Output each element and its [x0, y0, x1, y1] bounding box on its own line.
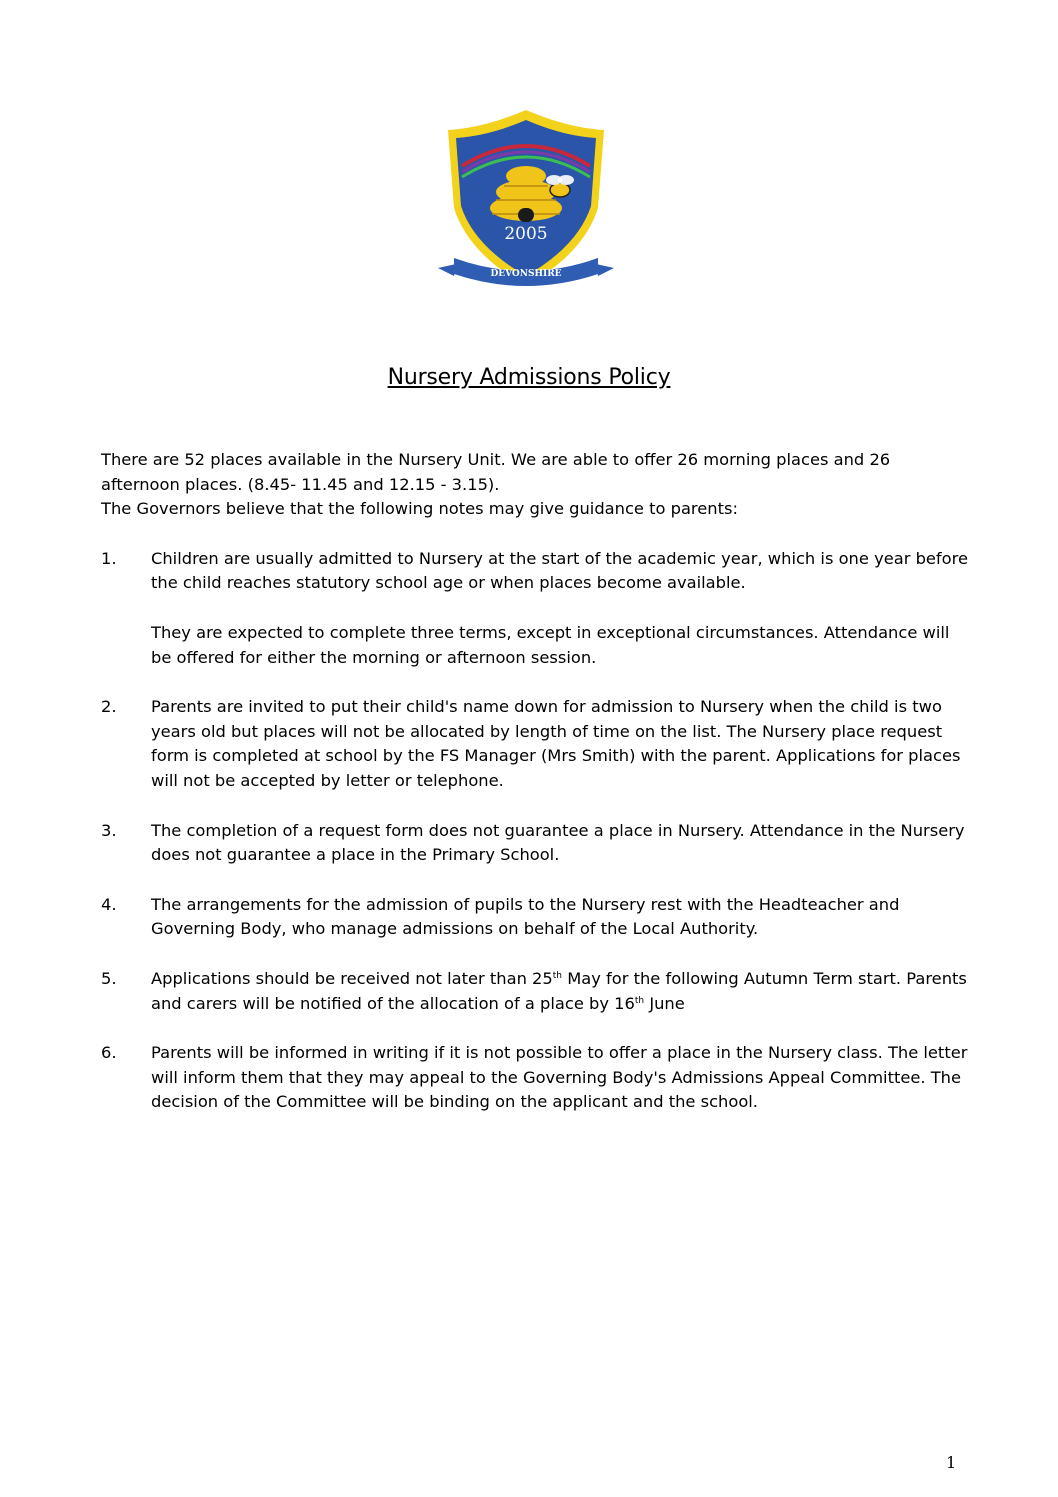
ordinal-suffix: th — [634, 995, 645, 1006]
list-item — [101, 695, 971, 793]
item-text: Parents will be informed in writing if it is not possible to offer a place in the Nursery class. The letter will inform them that they may appeal to the Governing Body's Admissions Appeal Committee. The decision of the Committee will be binding on the applicant and the school. — [151, 1043, 968, 1112]
school-crest-logo — [434, 108, 618, 290]
crest-year: 2005 — [504, 224, 548, 244]
list-item — [101, 1041, 971, 1115]
intro-guidance-line: The Governors believe that the following notes may give guidance to parents: — [101, 499, 738, 519]
item-text: The completion of a request form does not guarantee a place in Nursery. Attendance in the Nursery does not guarantee a place in the Primary School. — [151, 820, 965, 865]
item-number: 2. — [101, 697, 117, 717]
list-item — [101, 893, 971, 942]
page-title: Nursery Admissions Policy — [387, 365, 671, 390]
item-number: 6. — [101, 1043, 117, 1063]
list-item — [101, 547, 971, 596]
item-text-part: June — [644, 993, 685, 1013]
item-text: Parents are invited to put their child's name down for admission to Nursery when the child is two years old but places will not be allocated by length of time on the list. The Nursery place request form is completed at school by the FS Manager (Mrs Smith) with the parent. Applications for places will not be accepted by letter or telephone. — [151, 697, 961, 790]
ordinal-suffix: th — [552, 970, 563, 981]
item-text: Children are usually admitted to Nursery at the start of the academic year, which is one year before the child reaches statutory school age or when places become available. — [151, 548, 968, 593]
list-item — [101, 819, 971, 868]
intro-paragraph: There are 52 places available in the Nursery Unit. We are able to offer 26 morning places and 26 afternoon places. (8.45- 11.45 and 12.15 - 3.15). — [101, 450, 891, 494]
item-text-part: May for the following Autumn Term start. Parents and carers will be notified of the allocation of a place by 16 — [151, 968, 967, 1013]
item-number: 5. — [101, 968, 117, 988]
crest-banner-text: DEVONSHIRE — [490, 269, 562, 279]
policy-body — [101, 448, 971, 1140]
item-text-part: Applications should be received not later than 25 — [151, 968, 553, 988]
list-item — [101, 967, 971, 1016]
page-number: 1 — [946, 1453, 957, 1472]
item-number: 1. — [101, 548, 117, 568]
list-item-continuation: They are expected to complete three terms, except in exceptional circumstances. Attendance will be offered for either the morning or afternoon session. — [151, 622, 950, 667]
item-text: The arrangements for the admission of pupils to the Nursery rest with the Headteacher and Governing Body, who manage admissions on behalf of the Local Authority. — [151, 894, 900, 939]
item-number: 3. — [101, 820, 117, 840]
item-number: 4. — [101, 894, 117, 914]
